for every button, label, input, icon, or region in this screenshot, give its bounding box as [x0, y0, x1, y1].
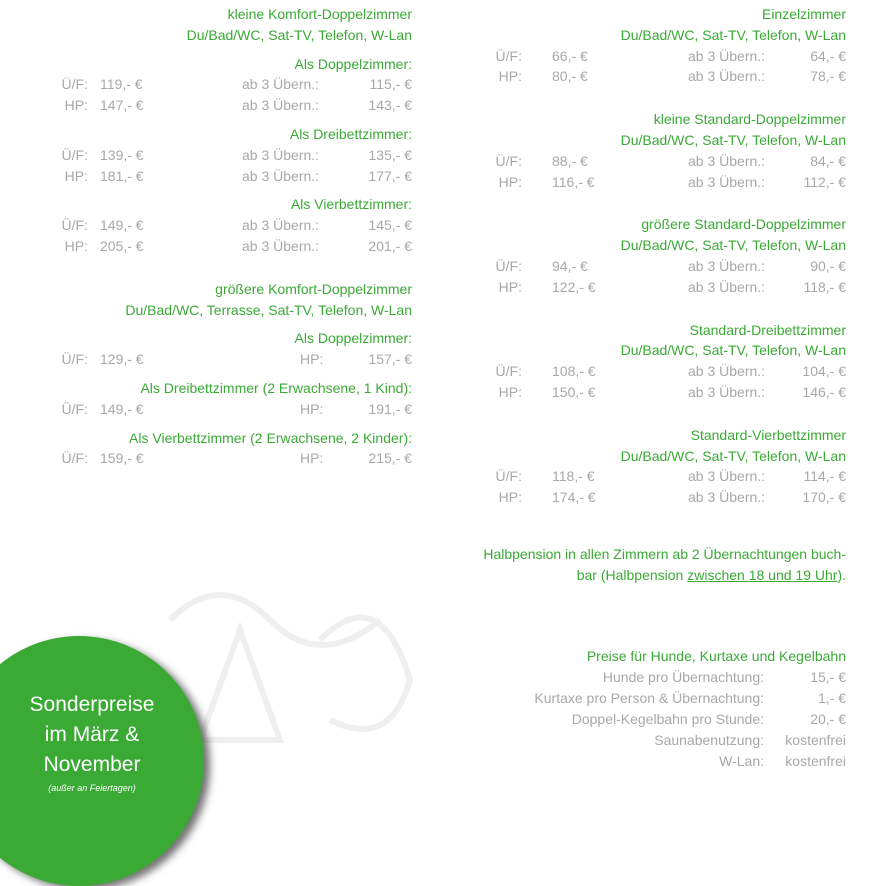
price-row: HP: 122,- € ab 3 Übern.: 118,- € — [498, 278, 846, 295]
price-row: Ü/F: 149,- € HP: 191,- € — [61, 400, 412, 417]
room-features: Du/Bad/WC, Sat-TV, Telefon, W-Lan — [186, 26, 412, 43]
right-price-column — [482, 4, 846, 508]
left-price-column — [48, 4, 412, 469]
halfboard-note: Halbpension in allen Zimmern ab 2 Übernachtungen buch- bar (Halbpension zwischen 18 und 19 Uhr). — [483, 546, 846, 583]
group-heading: Als Vierbettzimmer (2 Erwachsene, 2 Kinder): — [129, 429, 412, 446]
price-row: Ü/F: 119,- € ab 3 Übern.: 115,- € — [61, 76, 412, 93]
room-title: kleine Standard-Doppelzimmer — [653, 111, 846, 128]
badge-line: Sonderpreise — [29, 693, 155, 716]
halfboard-time-link: zwischen 18 und 19 Uhr — [687, 567, 838, 583]
extras-row: Doppel-Kegelbahn pro Stunde: 20,- € — [571, 710, 846, 727]
price-row: HP: 150,- € ab 3 Übern.: 146,- € — [498, 383, 846, 400]
group-heading: Als Doppelzimmer: — [294, 330, 412, 347]
price-row: HP: 205,- € ab 3 Übern.: 201,- € — [64, 237, 412, 254]
badge-text — [12, 690, 172, 796]
price-row: Ü/F: 94,- € ab 3 Übern.: 90,- € — [495, 257, 846, 274]
badge-line: November — [43, 753, 141, 776]
price-row: HP: 80,- € ab 3 Übern.: 78,- € — [498, 68, 846, 85]
room-title: Standard-Dreibettzimmer — [689, 321, 846, 338]
badge-line: im März & — [44, 723, 140, 746]
room-features: Du/Bad/WC, Sat-TV, Telefon, W-Lan — [620, 237, 846, 254]
price-row: HP: 147,- € ab 3 Übern.: 143,- € — [64, 97, 412, 114]
extras-title: Preise für Hunde, Kurtaxe und Kegelbahn — [586, 648, 846, 664]
price-row: Ü/F: 108,- € ab 3 Übern.: 104,- € — [495, 363, 846, 380]
group-heading: Als Dreibettzimmer: — [289, 125, 412, 142]
group-heading: Als Vierbettzimmer: — [290, 196, 412, 213]
extras-row: Saunabenutzung: kostenfrei — [654, 731, 846, 748]
price-row: HP: 174,- € ab 3 Übern.: 170,- € — [498, 489, 846, 506]
price-row: Ü/F: 139,- € ab 3 Übern.: 135,- € — [61, 146, 412, 163]
room-title: Standard-Vierbettzimmer — [690, 426, 846, 443]
price-row: Ü/F: 159,- € HP: 215,- € — [61, 450, 412, 467]
price-row: Ü/F: 118,- € ab 3 Übern.: 114,- € — [495, 468, 846, 485]
room-title: Einzelzimmer — [761, 6, 846, 22]
room-title: größere Komfort-Doppelzimmer — [215, 280, 412, 297]
room-features: Du/Bad/WC, Sat-TV, Telefon, W-Lan — [620, 342, 846, 359]
extras-price-list — [480, 646, 846, 772]
price-row: Ü/F: 129,- € HP: 157,- € — [61, 351, 412, 368]
room-title: größere Standard-Doppelzimmer — [641, 216, 846, 233]
price-row: Ü/F: 149,- € ab 3 Übern.: 145,- € — [61, 217, 412, 234]
price-row: HP: 181,- € ab 3 Übern.: 177,- € — [64, 167, 412, 184]
room-features: Du/Bad/WC, Terrasse, Sat-TV, Telefon, W-Lan — [125, 301, 412, 318]
room-features: Du/Bad/WC, Sat-TV, Telefon, W-Lan — [620, 131, 846, 148]
room-features: Du/Bad/WC, Sat-TV, Telefon, W-Lan — [620, 447, 846, 464]
group-heading: Als Doppelzimmer: — [294, 55, 412, 72]
room-features: Du/Bad/WC, Sat-TV, Telefon, W-Lan — [620, 26, 846, 43]
extras-row: W-Lan: kostenfrei — [719, 752, 846, 769]
room-title: kleine Komfort-Doppelzimmer — [227, 6, 412, 22]
group-heading: Als Dreibettzimmer (2 Erwachsene, 1 Kind): — [140, 379, 412, 396]
price-row: Ü/F: 66,- € ab 3 Übern.: 64,- € — [495, 47, 846, 64]
badge-note: (außer an Feiertagen) — [48, 783, 136, 793]
price-row: Ü/F: 88,- € ab 3 Übern.: 84,- € — [495, 152, 846, 169]
extras-row: Kurtaxe pro Person & Übernachtung: 1,- € — [534, 689, 846, 706]
extras-row: Hunde pro Übernachtung: 15,- € — [602, 668, 846, 685]
price-row: HP: 116,- € ab 3 Übern.: 112,- € — [498, 173, 846, 190]
